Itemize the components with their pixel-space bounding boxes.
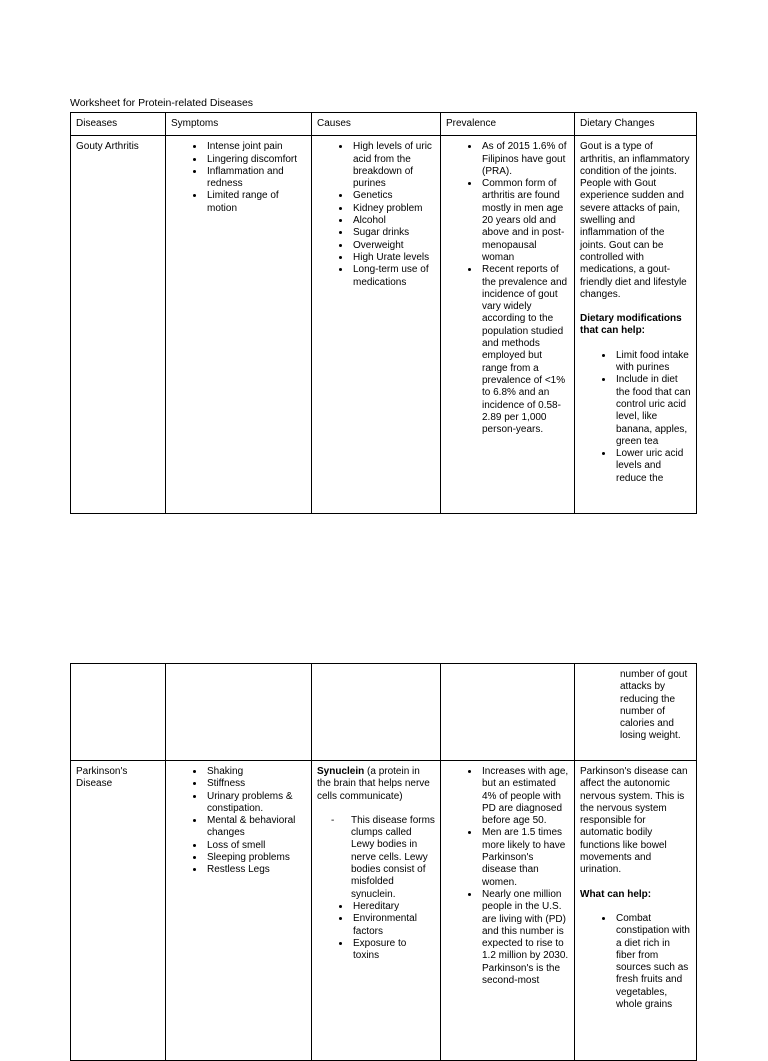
list-item: • Men are 1.5 times more likely to have Parkinson's disease than women. xyxy=(480,827,569,888)
list-item: • High Urate levels xyxy=(351,252,435,264)
list-item: • Recent reports of the prevalence and incidence of gout vary widely according to the population studied and methods employed but range from a prevalence of <1% to 6.8% and an incidence of 0.58-2.89 per 1,000 person-years. xyxy=(480,264,569,436)
header-prevalence: Prevalence xyxy=(441,113,575,136)
list-item: • Genetics xyxy=(351,190,435,202)
header-diseases: Diseases xyxy=(71,113,166,136)
table-row-gout xyxy=(71,136,697,514)
disease-name: Parkinson's Disease xyxy=(71,761,166,1061)
list-item: • Common form of arthritis are found mostly in men age 20 years old and above and in post-menopausal woman xyxy=(480,178,569,264)
list-item: • Sleeping problems xyxy=(205,852,306,864)
list-item: • Nearly one million people in the U.S. are living with (PD) and this number is expected to rise to 1.2 million by 2030. Parkinson's is the second-most xyxy=(480,889,569,987)
list-item: - This disease forms clumps called Lewy bodies in nerve cells. Lewy bodies consist of misfolded synuclein. xyxy=(351,815,435,901)
causes-cell xyxy=(312,136,441,514)
list-item: • Increases with age, but an estimated 4% of people with PD are diagnosed before age 50. xyxy=(480,766,569,827)
list-item: • Inflammation and redness xyxy=(205,166,306,191)
diet-intro: Gout is a type of arthritis, an inflammatory condition of the joints. People with Gout experience sudden and severe attacks of pain, swelling and inflammation of the joints. Gout can be controlled with medications, a gout-friendly diet and lifestyle changes. xyxy=(580,141,690,300)
list-item: • Shaking xyxy=(205,766,306,778)
header-symptoms: Symptoms xyxy=(166,113,312,136)
list-item: • High levels of uric acid from the breakdown of purines xyxy=(351,141,435,190)
list-item: • Long-term use of medications xyxy=(351,264,435,289)
cause-description xyxy=(317,766,435,803)
diet-intro: Parkinson's disease can affect the autonomic nervous system. This is the nervous system responsible for automatic bodily functions like bowel movements and urination. xyxy=(580,766,688,876)
list-item: • Stiffness xyxy=(205,778,306,790)
list-item: • Intense joint pain xyxy=(205,141,306,153)
list-item: • Combat constipation with a diet rich in fiber from sources such as fresh fruits and vegetables, whole grains xyxy=(614,913,691,1011)
header-causes: Causes xyxy=(312,113,441,136)
list-item: • Limited range of motion xyxy=(205,190,306,215)
diseases-table-continued xyxy=(70,663,697,1061)
list-item: • Alcohol xyxy=(351,215,435,227)
list-item: • Loss of smell xyxy=(205,840,306,852)
list-item: • Urinary problems & constipation. xyxy=(205,791,306,816)
worksheet-title: Worksheet for Protein-related Diseases xyxy=(70,97,254,109)
header-dietary-changes: Dietary Changes xyxy=(575,113,697,136)
symptoms-cell xyxy=(166,136,312,514)
list-item: • Limit food intake with purines xyxy=(614,350,691,375)
disease-name: Gouty Arthritis xyxy=(71,136,166,514)
cause-bold: Synuclein xyxy=(317,766,365,777)
list-item: • Environmental factors xyxy=(351,913,435,938)
list-item: • Lower uric acid levels and reduce the xyxy=(614,448,691,485)
list-item: • As of 2015 1.6% of Filipinos have gout (PRA). xyxy=(480,141,569,178)
list-item: • Hereditary xyxy=(351,901,435,913)
table-row-gout-continued xyxy=(71,664,697,761)
cause-text: (a protein in the brain that helps nerve cells communicate) xyxy=(317,766,430,802)
list-item: • Include in diet the food that can control uric acid level, like banana, apples, green tea xyxy=(614,374,691,448)
prevalence-cell xyxy=(441,136,575,514)
list-item: • Kidney problem xyxy=(351,203,435,215)
diseases-table xyxy=(70,112,697,514)
dietary-changes-cell xyxy=(575,136,697,514)
list-item: • Overweight xyxy=(351,240,435,252)
list-item: • Lingering discomfort xyxy=(205,154,306,166)
list-item: • Sugar drinks xyxy=(351,227,435,239)
diet-heading: Dietary modifications that can help: xyxy=(580,313,682,337)
table-row-parkinsons xyxy=(71,761,697,1061)
diet-continued: number of gout attacks by reducing the number of calories and losing weight. xyxy=(620,669,688,742)
list-item: • Restless Legs xyxy=(205,864,306,876)
dietary-changes-continued xyxy=(575,664,697,761)
diet-heading: What can help: xyxy=(580,888,652,900)
dietary-changes-cell xyxy=(575,761,697,1061)
list-item: • Mental & behavioral changes xyxy=(205,815,306,840)
prevalence-cell xyxy=(441,761,575,1061)
list-item: • Exposure to toxins xyxy=(351,938,435,963)
symptoms-cell xyxy=(166,761,312,1061)
causes-cell xyxy=(312,761,441,1061)
header-row xyxy=(71,113,697,136)
